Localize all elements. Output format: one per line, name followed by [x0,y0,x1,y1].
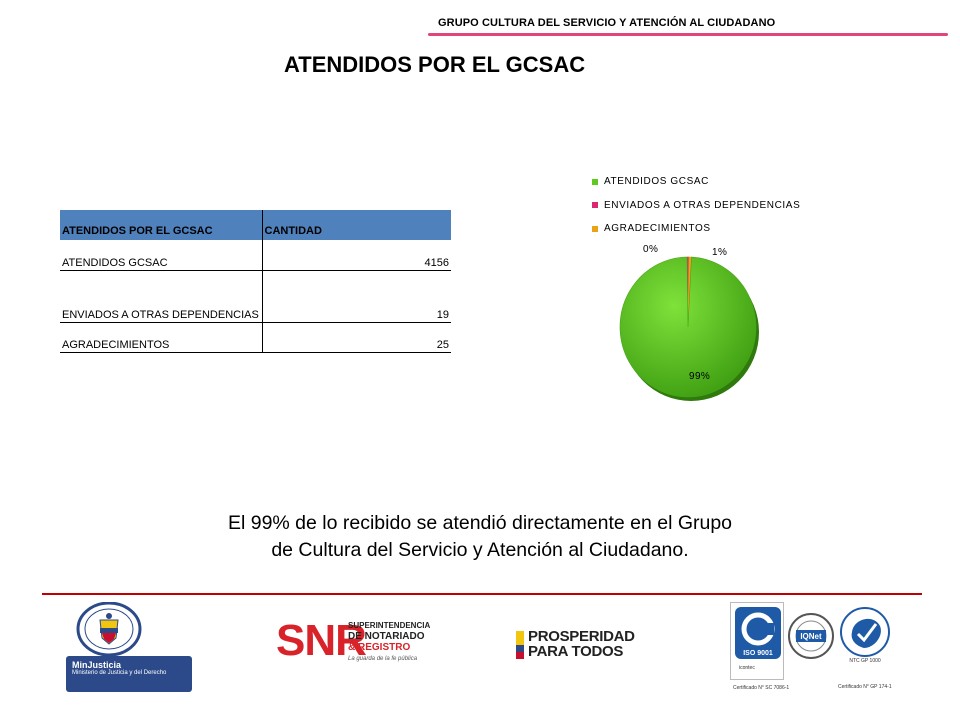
minjusticia-logo [66,600,192,692]
header-divider [428,33,948,36]
table-row [60,322,451,352]
prosperidad-line: PROSPERIDAD [528,628,635,645]
table-cell-label: AGRADECIMIENTOS [60,322,262,352]
prosperidad-line: PARA TODOS [528,643,624,660]
table-header-row [60,210,451,240]
snr-text [348,620,430,653]
snr-line: & REGISTRO [348,642,411,653]
legend-label: AGRADECIMIENTOS [604,223,711,235]
legend-swatch [592,179,598,185]
minjusticia-box [66,656,192,692]
header-org-title: GRUPO CULTURA DEL SERVICIO Y ATENCIÓN AL CIUDADANO [438,17,776,29]
cert-ntc-label: NTC GP 1000 [849,658,881,664]
snr-logo [272,612,442,690]
table-header-label: ATENDIDOS POR EL GCSAC [60,210,262,240]
icontec-cert [730,602,790,691]
summary-line: de Cultura del Servicio y Atención al Ciudadano. [271,539,689,561]
legend-item [592,194,800,218]
prosperidad-text [528,629,635,659]
legend-item [592,170,800,194]
table-cell-label: ENVIADOS A OTRAS DEPENDENCIAS [60,270,262,322]
prosperidad-logo [516,628,640,662]
pie-chart [600,230,790,410]
snr-mark: SNR [276,616,366,665]
cert-brand: icontec [739,665,755,671]
table-cell-value: 25 [262,322,451,352]
cert-number: Certificado N° SC 7086-1 [733,685,790,691]
cert-iqnet-label: IQNet [800,632,822,641]
ntcgp-cert [838,602,892,690]
table-row [60,240,451,270]
pie-data-label: 1% [712,247,728,258]
snr-tagline: La guarda de la fe pública [348,656,418,662]
legend-label: ENVIADOS A OTRAS DEPENDENCIAS [604,199,801,211]
cert-iso-label: ISO 9001 [743,650,773,657]
page-title: ATENDIDOS POR EL GCSAC [284,52,586,77]
data-table [60,210,451,353]
colombia-flag-icon [516,631,524,659]
table-row [60,270,451,322]
iqnet-cert [786,606,840,684]
table-cell-label: ATENDIDOS GCSAC [60,240,262,270]
summary-line: El 99% de lo recibido se atendió directamente en el Grupo [227,512,733,534]
legend-label: ATENDIDOS GCSAC [604,176,709,188]
legend-swatch [592,202,598,208]
snr-line: DE NOTARIADO [348,631,425,642]
table-cell-value: 19 [262,270,451,322]
ntcgp-logo-icon [838,602,892,666]
snr-line: SUPERINTENDENCIA [348,621,431,630]
certification-logos [726,602,892,692]
icontec-logo-icon [731,603,785,663]
legend-swatch [592,226,598,232]
pie-data-label: 0% [643,244,659,255]
colombia-seal-icon [76,602,142,656]
table-header-quantity: CANTIDAD [262,210,451,240]
minjusticia-name: MinJusticia [72,660,122,670]
pie-data-label: 99% [689,371,711,382]
minjusticia-subtitle: Ministerio de Justicia y del Derecho [72,670,167,676]
table-cell-value: 4156 [262,240,451,270]
iqnet-logo-icon [786,606,836,666]
footer-divider [42,593,922,595]
summary-text [130,510,830,564]
cert-number: Certificado N° GP 174-1 [838,684,892,690]
